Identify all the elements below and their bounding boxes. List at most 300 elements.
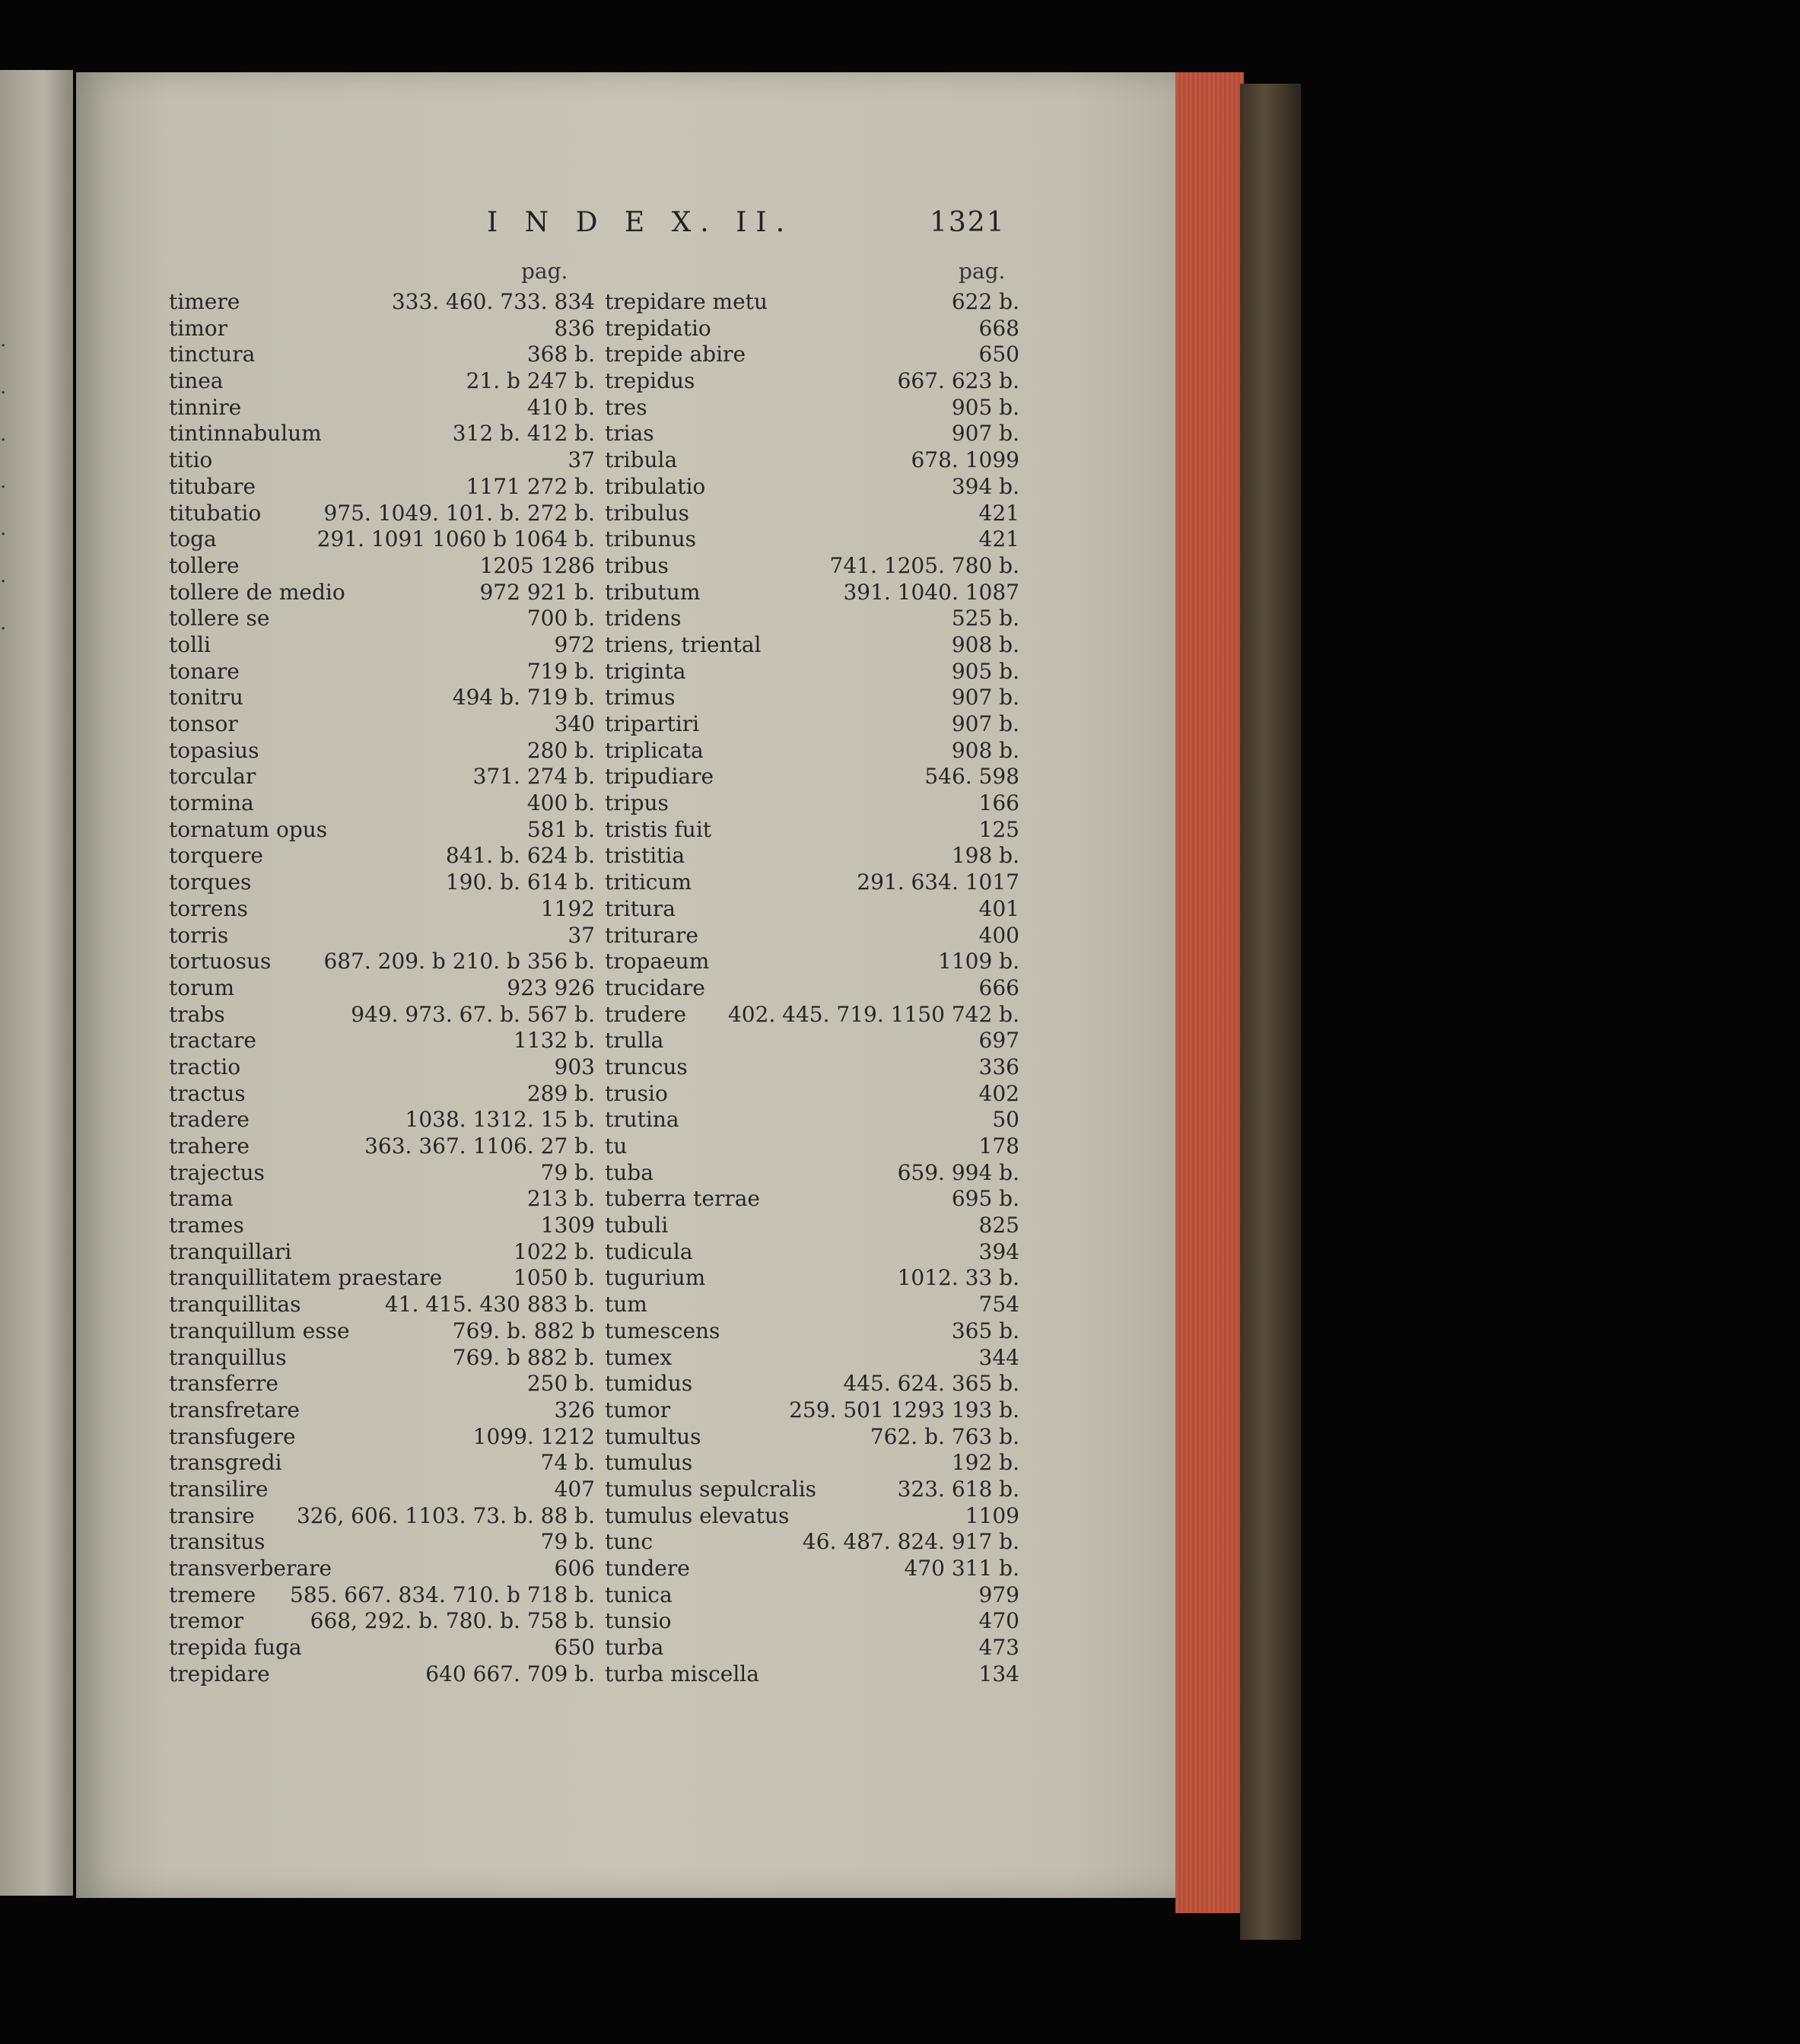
index-term: tristitia xyxy=(605,843,685,869)
running-head: I N D E X. II. xyxy=(487,207,794,238)
index-term: tumor xyxy=(605,1397,671,1423)
index-entry xyxy=(169,316,595,342)
index-entry xyxy=(169,764,595,790)
index-entry xyxy=(169,342,595,368)
index-entry xyxy=(605,1239,1019,1266)
index-term: turba miscella xyxy=(605,1661,759,1686)
index-term: tinctura xyxy=(169,342,256,367)
index-term: tranquillus xyxy=(169,1344,287,1370)
index-term: torum xyxy=(169,974,235,1000)
index-entry xyxy=(605,1582,1019,1609)
index-page-refs: 402 xyxy=(978,1080,1019,1106)
index-page-refs: 74 b. xyxy=(540,1450,595,1476)
index-entry xyxy=(169,1186,595,1213)
index-entry xyxy=(169,501,595,527)
index-page-refs: 213 b. xyxy=(526,1186,595,1212)
index-term: tumultus xyxy=(605,1423,701,1449)
index-term: torcular xyxy=(169,764,256,790)
index-page-refs: 326 xyxy=(554,1397,595,1423)
index-entry xyxy=(605,1186,1019,1213)
index-term: trusio xyxy=(605,1080,668,1106)
index-term: tridens xyxy=(605,606,682,631)
index-page-refs: 190. b. 614 b. xyxy=(445,869,595,895)
index-page-refs: 666 xyxy=(978,974,1019,1000)
index-page-refs: 37 xyxy=(568,447,595,473)
index-page-refs: 323. 618 b. xyxy=(897,1476,1019,1502)
index-term: transgredi xyxy=(169,1450,282,1476)
index-entry xyxy=(605,1371,1019,1397)
index-entry xyxy=(169,685,595,711)
index-term: trucidare xyxy=(605,974,705,1000)
index-term: trulla xyxy=(605,1028,664,1054)
index-page-refs: 841. b. 624 b. xyxy=(445,843,595,869)
index-page-refs: 640 667. 709 b. xyxy=(425,1661,595,1686)
index-term: tumidus xyxy=(605,1371,693,1397)
index-page-refs: 1205 1286 xyxy=(479,552,595,578)
index-page-refs: 198 b. xyxy=(951,843,1019,869)
index-page-refs: 905 b. xyxy=(951,394,1019,420)
index-page-refs: 1022 b. xyxy=(514,1238,595,1264)
index-term: tintinnabulum xyxy=(169,421,322,447)
index-page-refs: 394 xyxy=(978,1238,1019,1264)
index-entry xyxy=(169,606,595,632)
index-entry xyxy=(169,632,595,659)
index-term: transire xyxy=(169,1502,255,1528)
index-page-refs: 1192 xyxy=(540,895,595,921)
index-entry xyxy=(169,843,595,869)
index-entry xyxy=(169,1556,595,1582)
index-entry xyxy=(169,1371,595,1397)
index-term: trama xyxy=(169,1186,234,1212)
index-entry xyxy=(605,632,1019,659)
index-page-refs: 923 926 xyxy=(507,974,595,1000)
index-page-refs: 1109 xyxy=(965,1502,1019,1528)
index-page-refs: 291. 1091 1060 b 1064 b. xyxy=(316,526,595,552)
index-page-refs: 762. b. 763 b. xyxy=(870,1423,1019,1449)
index-entry xyxy=(169,1265,595,1292)
index-term: tormina xyxy=(169,790,254,816)
index-entry xyxy=(169,1345,595,1372)
index-entry xyxy=(169,817,595,844)
index-entry xyxy=(605,447,1019,474)
index-term: tractare xyxy=(169,1028,256,1054)
index-page-refs: 400 xyxy=(978,922,1019,948)
index-term: trias xyxy=(605,421,654,447)
index-entry xyxy=(605,1397,1019,1424)
index-term: trepida fuga xyxy=(169,1635,302,1661)
index-entry xyxy=(605,896,1019,923)
index-entry xyxy=(169,447,595,474)
index-page-refs: 719 b. xyxy=(526,658,595,684)
index-term: trahere xyxy=(169,1133,250,1159)
index-term: triturare xyxy=(605,922,698,948)
index-term: triplicata xyxy=(605,737,704,763)
index-entry xyxy=(169,923,595,949)
index-term: tollere se xyxy=(169,606,270,631)
index-entry xyxy=(169,1107,595,1133)
index-page-refs: 1050 b. xyxy=(514,1265,595,1291)
index-term: transitus xyxy=(169,1529,266,1555)
index-entry xyxy=(169,421,595,447)
index-term: tornatum opus xyxy=(169,816,328,842)
index-entry xyxy=(169,1028,595,1054)
index-entry xyxy=(169,1582,595,1609)
index-column-right xyxy=(605,289,1019,1687)
index-term: toga xyxy=(169,526,217,552)
index-page-refs: 903 xyxy=(554,1054,595,1079)
index-page-refs: 741. 1205. 780 b. xyxy=(829,552,1019,578)
index-term: tranquillitas xyxy=(169,1292,301,1318)
index-term: tugurium xyxy=(605,1265,706,1291)
index-term: tundere xyxy=(605,1556,690,1581)
index-page-refs: 125 xyxy=(978,816,1019,842)
left-page-margin-marks: . . . . . . . xyxy=(0,329,7,634)
index-page-refs: 546. 598 xyxy=(924,764,1019,790)
index-page-refs: 41. 415. 430 883 b. xyxy=(384,1292,595,1318)
index-page-refs: 166 xyxy=(978,790,1019,816)
index-entry xyxy=(605,1107,1019,1133)
index-entry xyxy=(169,1529,595,1556)
index-entry xyxy=(605,764,1019,790)
index-term: trimus xyxy=(605,685,676,710)
index-term: tripartiri xyxy=(605,711,700,736)
index-term: torquere xyxy=(169,843,263,869)
index-entry xyxy=(169,1608,595,1635)
index-page-refs: 402. 445. 719. 1150 742 b. xyxy=(727,1001,1019,1027)
index-term: tripus xyxy=(605,790,669,816)
index-term: tumulus xyxy=(605,1450,693,1476)
index-page-refs: 700 b. xyxy=(526,606,595,631)
index-term: tribulatio xyxy=(605,473,706,499)
index-term: tonare xyxy=(169,658,240,684)
index-term: tuba xyxy=(605,1159,654,1185)
index-page-refs: 769. b. 882 b xyxy=(452,1318,595,1343)
index-entry xyxy=(169,1081,595,1108)
index-term: titio xyxy=(169,447,213,473)
index-page-refs: 581 b. xyxy=(526,816,595,842)
index-entry xyxy=(169,1002,595,1028)
index-term: trepidare metu xyxy=(605,289,768,314)
index-term: tuberra terrae xyxy=(605,1186,760,1212)
index-entry xyxy=(605,923,1019,949)
index-term: trepide abire xyxy=(605,342,746,367)
index-term: tradere xyxy=(169,1107,250,1133)
index-page-refs: 391. 1040. 1087 xyxy=(843,579,1019,605)
index-page-refs: 769. b 882 b. xyxy=(452,1344,595,1370)
index-entry xyxy=(605,1054,1019,1081)
index-term: tunc xyxy=(605,1529,653,1555)
index-page-refs: 340 xyxy=(554,711,595,736)
index-term: tripudiare xyxy=(605,764,714,790)
index-page-refs: 401 xyxy=(978,895,1019,921)
index-entry xyxy=(605,1477,1019,1503)
index-entry xyxy=(169,1292,595,1318)
index-page-refs: 50 xyxy=(992,1107,1019,1133)
index-entry xyxy=(169,580,595,606)
index-page-refs: 972 921 b. xyxy=(479,579,595,605)
index-entry xyxy=(605,1450,1019,1477)
index-entry xyxy=(169,474,595,501)
index-term: tractus xyxy=(169,1080,246,1106)
index-page-refs: 394 b. xyxy=(951,473,1019,499)
index-entry xyxy=(169,1318,595,1345)
index-page-refs: 494 b. 719 b. xyxy=(452,685,595,710)
index-page-refs: 908 b. xyxy=(951,737,1019,763)
index-page-refs: 650 xyxy=(554,1635,595,1661)
index-page-refs: 905 b. xyxy=(951,658,1019,684)
index-page-refs: 400 b. xyxy=(526,790,595,816)
index-page-refs: 979 xyxy=(978,1581,1019,1607)
index-page-refs: 134 xyxy=(978,1661,1019,1686)
index-term: tolli xyxy=(169,631,211,657)
index-term: torques xyxy=(169,869,252,895)
index-entry xyxy=(169,1239,595,1266)
index-term: truncus xyxy=(605,1054,688,1079)
index-term: tritura xyxy=(605,895,676,921)
index-term: titubatio xyxy=(169,500,262,526)
index-entry xyxy=(169,289,595,316)
index-term: tu xyxy=(605,1133,628,1159)
index-term: tonsor xyxy=(169,711,238,736)
index-page-refs: 972 xyxy=(554,631,595,657)
index-entry xyxy=(605,1265,1019,1292)
index-term: tranquillum esse xyxy=(169,1318,350,1343)
index-page-refs: 668, 292. b. 780. b. 758 b. xyxy=(310,1608,595,1634)
index-term: tribus xyxy=(605,552,669,578)
index-entry xyxy=(169,1213,595,1239)
index-entry xyxy=(605,289,1019,316)
index-term: trajectus xyxy=(169,1159,265,1185)
index-term: transfretare xyxy=(169,1397,300,1423)
index-term: titubare xyxy=(169,473,256,499)
index-term: transferre xyxy=(169,1371,279,1397)
index-page-refs: 606 xyxy=(554,1556,595,1581)
index-term: tumex xyxy=(605,1344,673,1370)
index-entry xyxy=(605,526,1019,553)
index-page-refs: 79 b. xyxy=(540,1529,595,1555)
index-page-refs: 622 b. xyxy=(951,289,1019,314)
index-entry xyxy=(169,790,595,817)
index-term: tubuli xyxy=(605,1213,669,1238)
index-entry xyxy=(605,711,1019,738)
index-page-refs: 907 b. xyxy=(951,685,1019,710)
index-page-refs: 21. b 247 b. xyxy=(466,368,595,394)
index-entry xyxy=(605,1635,1019,1661)
index-page-refs: 473 xyxy=(978,1635,1019,1661)
index-page-refs: 659. 994 b. xyxy=(897,1159,1019,1185)
index-term: tremere xyxy=(169,1581,256,1607)
index-term: trudere xyxy=(605,1001,687,1027)
index-entry xyxy=(605,869,1019,896)
index-page-refs: 368 b. xyxy=(526,342,595,367)
index-term: tonitru xyxy=(169,685,243,710)
index-entry xyxy=(169,949,595,975)
index-column-left xyxy=(169,289,595,1687)
index-entry xyxy=(605,1213,1019,1239)
index-term: tum xyxy=(605,1292,647,1318)
index-term: tollere de medio xyxy=(169,579,345,605)
index-entry xyxy=(605,817,1019,844)
index-page-refs: 1132 b. xyxy=(514,1028,595,1054)
index-entry xyxy=(605,1318,1019,1345)
index-term: trepidare xyxy=(169,1661,270,1686)
index-page-refs: 344 xyxy=(978,1344,1019,1370)
index-entry xyxy=(169,1450,595,1477)
index-term: tumescens xyxy=(605,1318,720,1343)
index-term: tranquillitatem praestare xyxy=(169,1265,443,1291)
index-entry xyxy=(605,685,1019,711)
index-page-refs: 1309 xyxy=(540,1213,595,1238)
index-term: tributum xyxy=(605,579,701,605)
index-page-refs: 585. 667. 834. 710. b 718 b. xyxy=(290,1581,595,1607)
index-entry xyxy=(605,553,1019,580)
index-entry xyxy=(605,1529,1019,1556)
index-entry xyxy=(605,368,1019,395)
index-page-refs: 312 b. 412 b. xyxy=(452,421,595,447)
index-entry xyxy=(169,1503,595,1530)
index-term: tranquillari xyxy=(169,1238,292,1264)
index-entry xyxy=(169,395,595,421)
index-entry xyxy=(605,1081,1019,1108)
index-term: tropaeum xyxy=(605,949,710,974)
index-term: tumulus elevatus xyxy=(605,1502,790,1528)
index-entry xyxy=(605,474,1019,501)
index-entry xyxy=(605,316,1019,342)
index-term: trepidus xyxy=(605,368,695,394)
index-entry xyxy=(169,1635,595,1661)
index-term: turba xyxy=(605,1635,664,1661)
index-page-refs: 79 b. xyxy=(540,1159,595,1185)
index-term: timor xyxy=(169,315,227,341)
index-page-refs: 1099. 1212 xyxy=(472,1423,595,1449)
index-entry xyxy=(605,659,1019,685)
index-page-refs: 668 xyxy=(978,315,1019,341)
index-term: tunica xyxy=(605,1581,673,1607)
book-cover xyxy=(1240,84,1301,1940)
index-term: topasius xyxy=(169,737,259,763)
index-entry xyxy=(169,659,595,685)
index-entry xyxy=(169,1397,595,1424)
index-page-refs: 695 b. xyxy=(951,1186,1019,1212)
index-page-refs: 907 b. xyxy=(951,421,1019,447)
index-page-refs: 1171 272 b. xyxy=(466,473,595,499)
index-entry xyxy=(605,395,1019,421)
index-page-refs: 407 xyxy=(554,1476,595,1502)
index-page-refs: 250 b. xyxy=(526,1371,595,1397)
index-entry xyxy=(169,1661,595,1688)
index-entry xyxy=(169,1424,595,1451)
index-term: tudicula xyxy=(605,1238,693,1264)
left-page-edge xyxy=(0,70,73,1896)
index-entry xyxy=(605,1002,1019,1028)
index-entry xyxy=(605,975,1019,1002)
index-entry xyxy=(169,711,595,738)
index-page-refs: 525 b. xyxy=(951,606,1019,631)
index-entry xyxy=(605,1503,1019,1530)
index-entry xyxy=(605,580,1019,606)
index-page-refs: 259. 501 1293 193 b. xyxy=(789,1397,1019,1423)
index-page-refs: 365 b. xyxy=(951,1318,1019,1343)
index-term: trepidatio xyxy=(605,315,711,341)
index-term: torrens xyxy=(169,895,248,921)
index-term: triens, triental xyxy=(605,631,762,657)
index-page-refs: 421 xyxy=(978,526,1019,552)
index-page-refs: 333. 460. 733. 834 xyxy=(391,289,595,314)
index-entry xyxy=(605,1292,1019,1318)
index-page-refs: 1012. 33 b. xyxy=(897,1265,1019,1291)
index-page-refs: 371. 274 b. xyxy=(472,764,595,790)
index-page-refs: 949. 973. 67. b. 567 b. xyxy=(351,1001,595,1027)
index-entry xyxy=(169,869,595,896)
index-page-refs: 836 xyxy=(554,315,595,341)
index-entry xyxy=(605,606,1019,632)
index-term: tribulus xyxy=(605,500,689,526)
right-pag-label: pag. xyxy=(959,259,1006,284)
index-page-refs: 667. 623 b. xyxy=(897,368,1019,394)
index-term: tribula xyxy=(605,447,678,473)
index-entry xyxy=(169,1054,595,1081)
index-page-refs: 678. 1099 xyxy=(911,447,1019,473)
index-term: tres xyxy=(605,394,647,420)
index-page-refs: 291. 634. 1017 xyxy=(857,869,1019,895)
index-term: transilire xyxy=(169,1476,269,1502)
index-term: tunsio xyxy=(605,1608,672,1634)
index-term: trutina xyxy=(605,1107,679,1133)
index-page-refs: 908 b. xyxy=(951,631,1019,657)
index-page-refs: 178 xyxy=(978,1133,1019,1159)
index-term: transfugere xyxy=(169,1423,296,1449)
index-term: trames xyxy=(169,1213,244,1238)
index-page-refs: 326, 606. 1103. 73. b. 88 b. xyxy=(296,1502,595,1528)
index-term: tinea xyxy=(169,368,224,394)
index-page-refs: 825 xyxy=(978,1213,1019,1238)
index-page-refs: 697 xyxy=(978,1028,1019,1054)
index-page-refs: 363. 367. 1106. 27 b. xyxy=(364,1133,595,1159)
index-page-refs: 410 b. xyxy=(526,394,595,420)
index-page-refs: 421 xyxy=(978,500,1019,526)
index-entry xyxy=(169,975,595,1002)
index-entry xyxy=(605,790,1019,817)
index-entry xyxy=(169,1477,595,1503)
index-entry xyxy=(169,1160,595,1187)
index-entry xyxy=(605,1028,1019,1054)
index-entry xyxy=(605,501,1019,527)
index-page-refs: 46. 487. 824. 917 b. xyxy=(802,1529,1019,1555)
index-entry xyxy=(169,896,595,923)
index-term: triginta xyxy=(605,658,686,684)
index-term: transverberare xyxy=(169,1556,332,1581)
index-term: triticum xyxy=(605,869,692,895)
index-term: tinnire xyxy=(169,394,242,420)
index-page-refs: 289 b. xyxy=(526,1080,595,1106)
index-entry xyxy=(605,738,1019,765)
index-page-refs: 907 b. xyxy=(951,711,1019,736)
index-entry xyxy=(605,949,1019,975)
index-page-refs: 192 b. xyxy=(951,1450,1019,1476)
index-entry xyxy=(605,1661,1019,1688)
index-entry xyxy=(169,368,595,395)
index-term: timere xyxy=(169,289,240,314)
index-entry xyxy=(605,1133,1019,1160)
index-entry xyxy=(605,1160,1019,1187)
index-entry xyxy=(169,1133,595,1160)
index-entry xyxy=(169,553,595,580)
index-entry xyxy=(605,1556,1019,1582)
index-entry xyxy=(605,1345,1019,1372)
index-term: torris xyxy=(169,922,229,948)
index-page-refs: 445. 624. 365 b. xyxy=(843,1371,1019,1397)
index-page-refs: 37 xyxy=(568,922,595,948)
